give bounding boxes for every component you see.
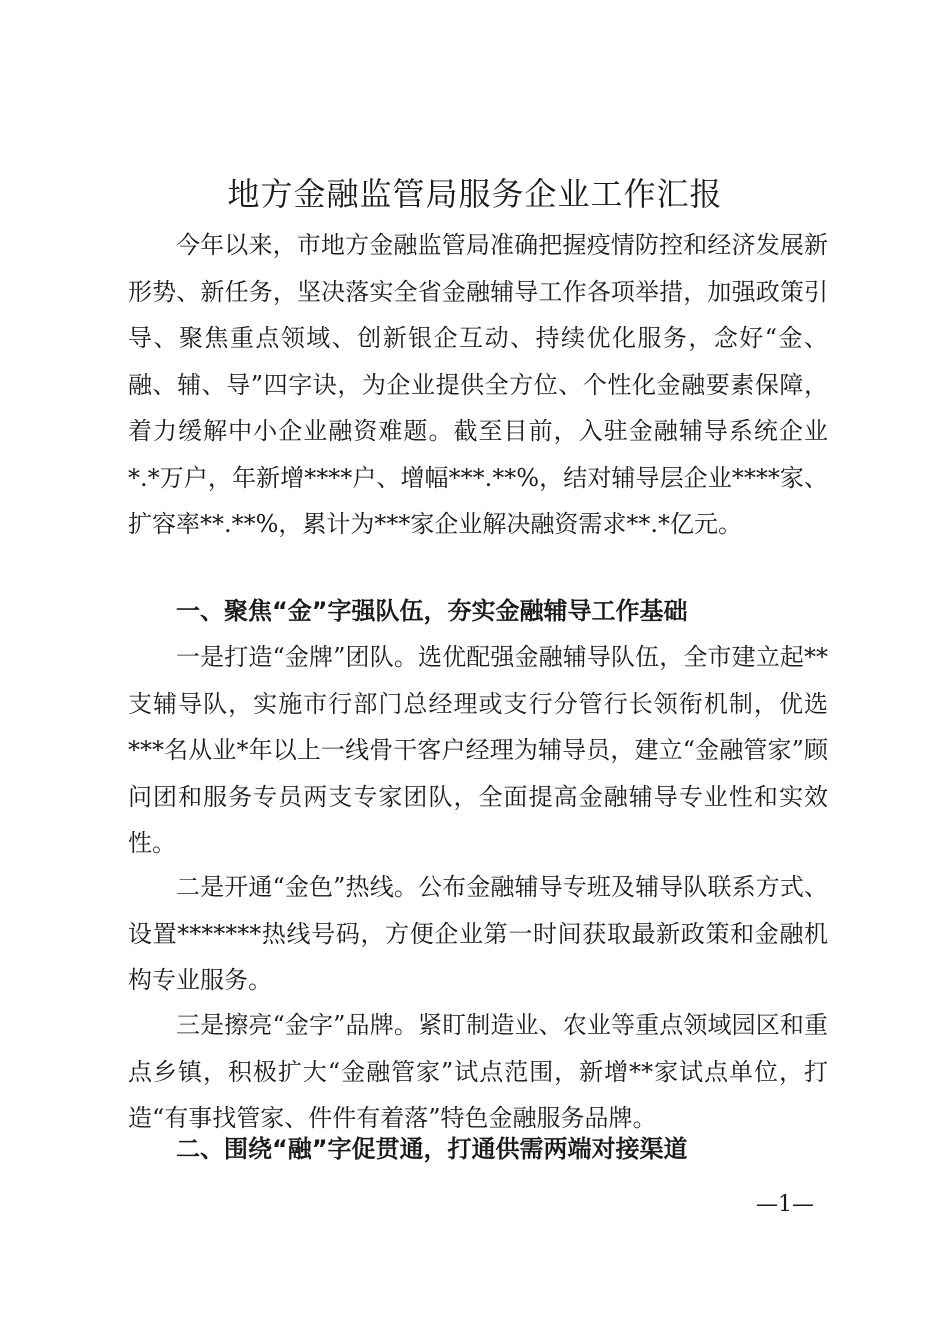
document-title: 地方金融监管局服务企业工作汇报: [227, 175, 723, 213]
page-number: —1—: [756, 1192, 814, 1217]
section-1-item-2: 二是开通“金色”热线。公布金融辅导专班及辅导队联系方式、设置*******热线号码，方便企业第一时间获取最新政策和金融机构专业服务。: [128, 873, 828, 994]
section-2-heading: 二、围绕“融”字促贯通，打通供需两端对接渠道: [176, 1135, 688, 1163]
section-1-item-1: 一是打造“金牌”团队。选优配强金融辅导队伍，全市建立起**支辅导队，实施市行部门总经理或支行分管行长领衔机制，优选***名从业*年以上一线骨干客户经理为辅导员，建立“金融管家”顾问团和服务专员两支专家团队，全面提高金融辅导专业性和实效性。: [128, 643, 828, 857]
section-1-item-3: 三是擦亮“金字”品牌。紧盯制造业、农业等重点领域园区和重点乡镇，积极扩大“金融管家”试点范围，新增**家试点单位，打造“有事找管家、件件有着落”特色金融服务品牌。: [128, 1011, 828, 1132]
intro-paragraph: 今年以来，市地方金融监管局准确把握疫情防控和经济发展新形势、新任务，坚决落实全省金融辅导工作各项举措，加强政策引导、聚焦重点领域、创新银企互动、持续优化服务，念好“金、融、辅、导”四字诀，为企业提供全方位、个性化金融要素保障，着力缓解中小企业融资难题。截至目前，入驻金融辅导系统企业*.*万户，年新增****户、增幅***.**%，结对辅导层企业****家、扩容率**.**%，累计为***家企业解决融资需求**.*亿元。: [128, 231, 828, 538]
section-1-heading: 一、聚焦“金”字强队伍，夯实金融辅导工作基础: [176, 597, 688, 625]
